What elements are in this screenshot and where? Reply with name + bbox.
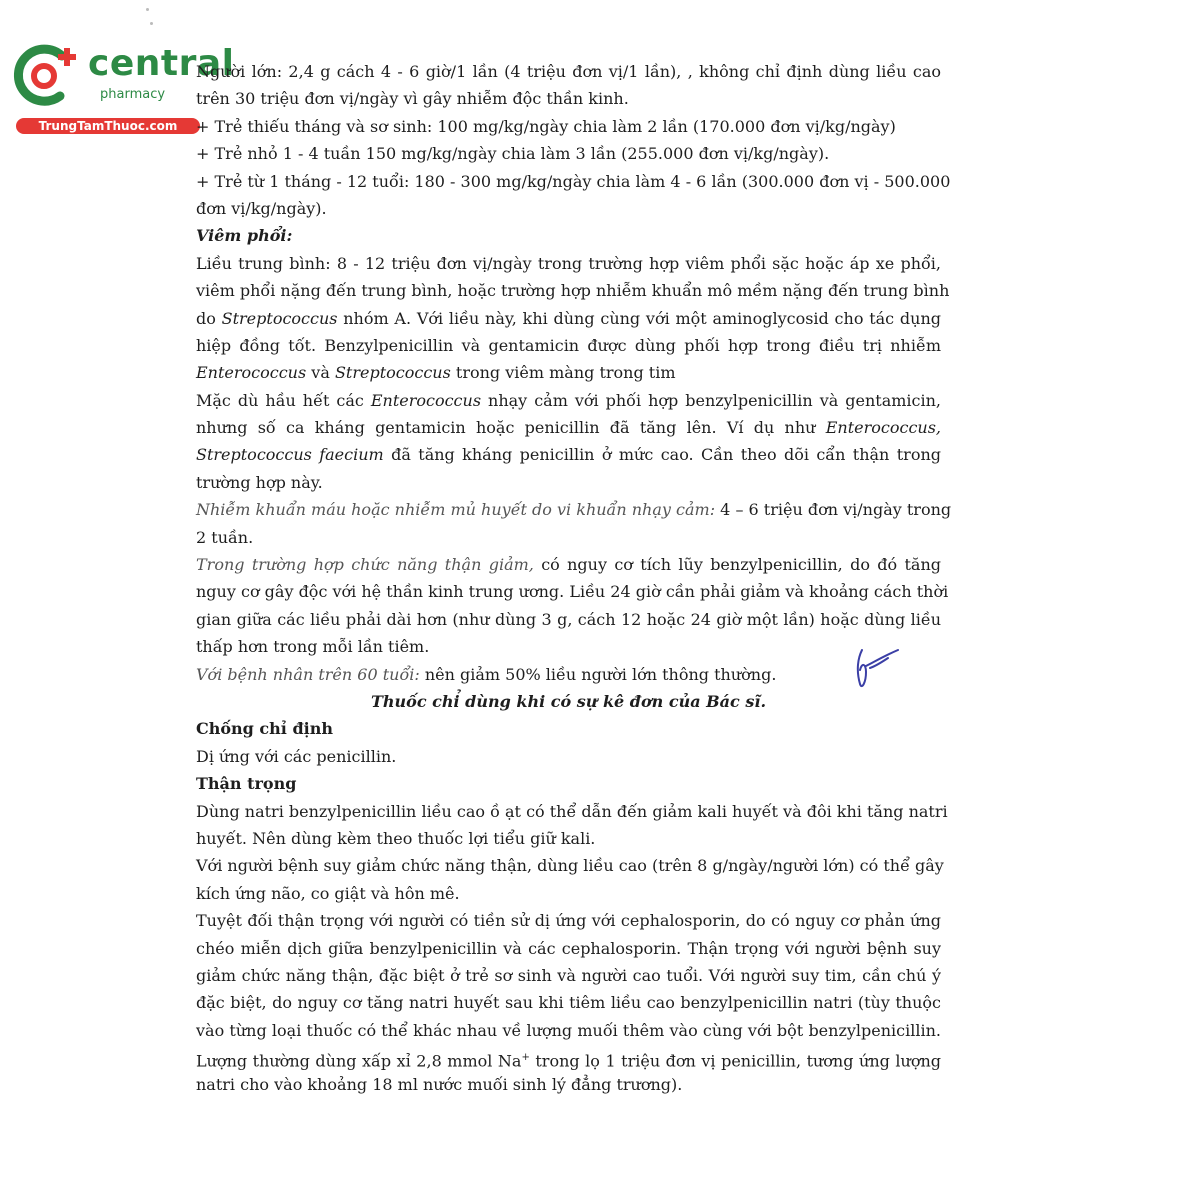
- text-line: + Trẻ nhỏ 1 - 4 tuần 150 mg/kg/ngày chia làm 3 lần (255.000 đơn vị/kg/ngày).: [196, 144, 830, 164]
- text-span: Lượng thường dùng xấp xỉ 2,8 mmol Na: [196, 1051, 522, 1071]
- signature-mark: [848, 644, 908, 692]
- text-line: chéo miễn dịch giữa benzylpenicillin và các cephalosporin. Thận trọng với người bệnh suy: [196, 938, 941, 958]
- text-line: natri cho vào khoảng 18 ml nước muối sinh lý đẳng trương).: [196, 1075, 683, 1095]
- text-line: [196, 305, 941, 332]
- section-heading-contraindications: Chống chỉ định: [196, 719, 333, 739]
- text-line: [196, 414, 941, 441]
- text-line: thấp hơn trong mỗi lần tiêm.: [196, 637, 430, 657]
- text-line: giảm chức năng thận, đặc biệt ở trẻ sơ sinh và người cao tuổi. Với người suy tim, cần chú ý: [196, 965, 941, 985]
- condition-label: Với bệnh nhân trên 60 tuổi:: [196, 664, 420, 684]
- text-line: vào từng loại thuốc có thể khác nhau về lượng muối thêm vào cùng với bột benzylpenicillin.: [196, 1020, 941, 1040]
- scan-speck: [150, 22, 153, 25]
- text-span: 4 – 6 triệu đơn vị/ngày trong: [715, 500, 952, 520]
- organism-name: Enterococcus: [196, 363, 307, 383]
- text-line: [196, 1044, 941, 1071]
- leaflet-text: [196, 58, 952, 1099]
- text-line: [196, 496, 952, 523]
- pharmacy-logo: [8, 38, 235, 138]
- condition-label: Trong trường hợp chức năng thận giảm,: [196, 555, 534, 575]
- text-line: Tuyệt đối thận trọng với người có tiền sử dị ứng với cephalosporin, do có nguy cơ phản ứng: [196, 911, 941, 931]
- text-span: Mặc dù hầu hết các: [196, 390, 371, 410]
- organism-name: Streptococcus: [334, 363, 451, 383]
- superscript: +: [521, 1052, 530, 1064]
- text-line: 2 tuần.: [196, 527, 254, 547]
- text-span: nhưng số ca kháng gentamicin hoặc penicillin đã tăng lên. Ví dụ như: [196, 418, 826, 438]
- organism-name: Enterococcus,: [825, 418, 941, 438]
- text-line: [196, 387, 941, 414]
- text-line: trường hợp này.: [196, 472, 323, 492]
- text-span: đã tăng kháng penicillin ở mức cao. Cần theo dõi cẩn thận trong: [383, 445, 941, 465]
- text-line: Với người bệnh suy giảm chức năng thận, dùng liều cao (trên 8 g/ngày/người lớn) có thể gây: [196, 856, 944, 876]
- text-line: hiệp đồng tốt. Benzylpenicillin và gentamicin được dùng phối hợp trong điều trị nhiễm: [196, 335, 941, 355]
- text-span: nhóm A. Với liều này, khi dùng cùng với một aminoglycosid cho tác dụng: [337, 308, 941, 328]
- text-line: kích ứng não, co giật và hôn mê.: [196, 883, 460, 903]
- text-line: [196, 661, 941, 688]
- text-span: nhạy cảm với phối hợp benzylpenicillin và gentamicin,: [481, 390, 942, 410]
- text-line: [196, 441, 941, 468]
- condition-label: Nhiễm khuẩn máu hoặc nhiễm mủ huyết do vi khuẩn nhạy cảm:: [196, 500, 716, 520]
- text-line: Liều trung bình: 8 - 12 triệu đơn vị/ngày trong trường hợp viêm phổi sặc hoặc áp xe phổi,: [196, 253, 941, 273]
- brand-website: TrungTamThuoc.com: [16, 118, 200, 134]
- text-span: nên giảm 50% liều người lớn thông thường.: [419, 664, 777, 684]
- text-line: đơn vị/kg/ngày).: [196, 198, 327, 218]
- section-heading-pneumonia: Viêm phổi:: [196, 226, 293, 246]
- central-logo-icon: [8, 38, 84, 114]
- text-line: huyết. Nên dùng kèm theo thuốc lợi tiểu giữ kali.: [196, 828, 596, 848]
- scan-speck: [146, 8, 149, 11]
- text-line: gian giữa các liều phải dài hơn (như dùng 3 g, cách 12 hoặc 24 giờ một lần) hoặc dùng liều: [196, 609, 941, 629]
- text-line: nguy cơ gây độc với hệ thần kinh trung ương. Liều 24 giờ cần phải giảm và khoảng cách thời: [196, 582, 949, 602]
- text-line: Dị ứng với các penicillin.: [196, 746, 397, 766]
- text-line: [196, 551, 941, 578]
- text-span: trong lọ 1 triệu đơn vị penicillin, tương ứng lượng: [529, 1051, 942, 1071]
- brand-name: central: [88, 43, 235, 84]
- text-line: Dùng natri benzylpenicillin liều cao ồ ạt có thể dẫn đến giảm kali huyết và đôi khi tăng natri: [196, 801, 948, 821]
- brand-subtitle: pharmacy: [100, 87, 166, 102]
- text-line: đặc biệt, do nguy cơ tăng natri huyết sau khi tiêm liều cao benzylpenicillin natri (tùy thuộc: [196, 993, 941, 1013]
- section-heading-precautions: Thận trọng: [196, 774, 297, 794]
- text-line: + Trẻ từ 1 tháng - 12 tuổi: 180 - 300 mg/kg/ngày chia làm 4 - 6 lần (300.000 đơn vị - 500.000: [196, 171, 951, 191]
- text-span: trong viêm màng trong tim: [450, 363, 676, 383]
- text-line: viêm phổi nặng đến trung bình, hoặc trường hợp nhiễm khuẩn mô mềm nặng đến trung bình: [196, 281, 950, 301]
- text-span: có nguy cơ tích lũy benzylpenicillin, do đó tăng: [533, 555, 941, 575]
- text-line: trên 30 triệu đơn vị/ngày vì gây nhiễm độc thần kinh.: [196, 89, 629, 109]
- text-line: [196, 359, 941, 386]
- organism-name: Enterococcus: [370, 390, 482, 410]
- text-span: và: [306, 363, 335, 383]
- text-span: do: [196, 308, 222, 328]
- text-line: + Trẻ thiếu tháng và sơ sinh: 100 mg/kg/ngày chia làm 2 lần (170.000 đơn vị/kg/ngày): [196, 116, 896, 136]
- prescription-notice: Thuốc chỉ dùng khi có sự kê đơn của Bác sĩ.: [370, 691, 767, 711]
- organism-name: Streptococcus faecium: [196, 445, 384, 465]
- organism-name: Streptococcus: [221, 308, 338, 328]
- text-line: Người lớn: 2,4 g cách 4 - 6 giờ/1 lần (4 triệu đơn vị/1 lần), , không chỉ định dùng liều cao: [196, 62, 941, 81]
